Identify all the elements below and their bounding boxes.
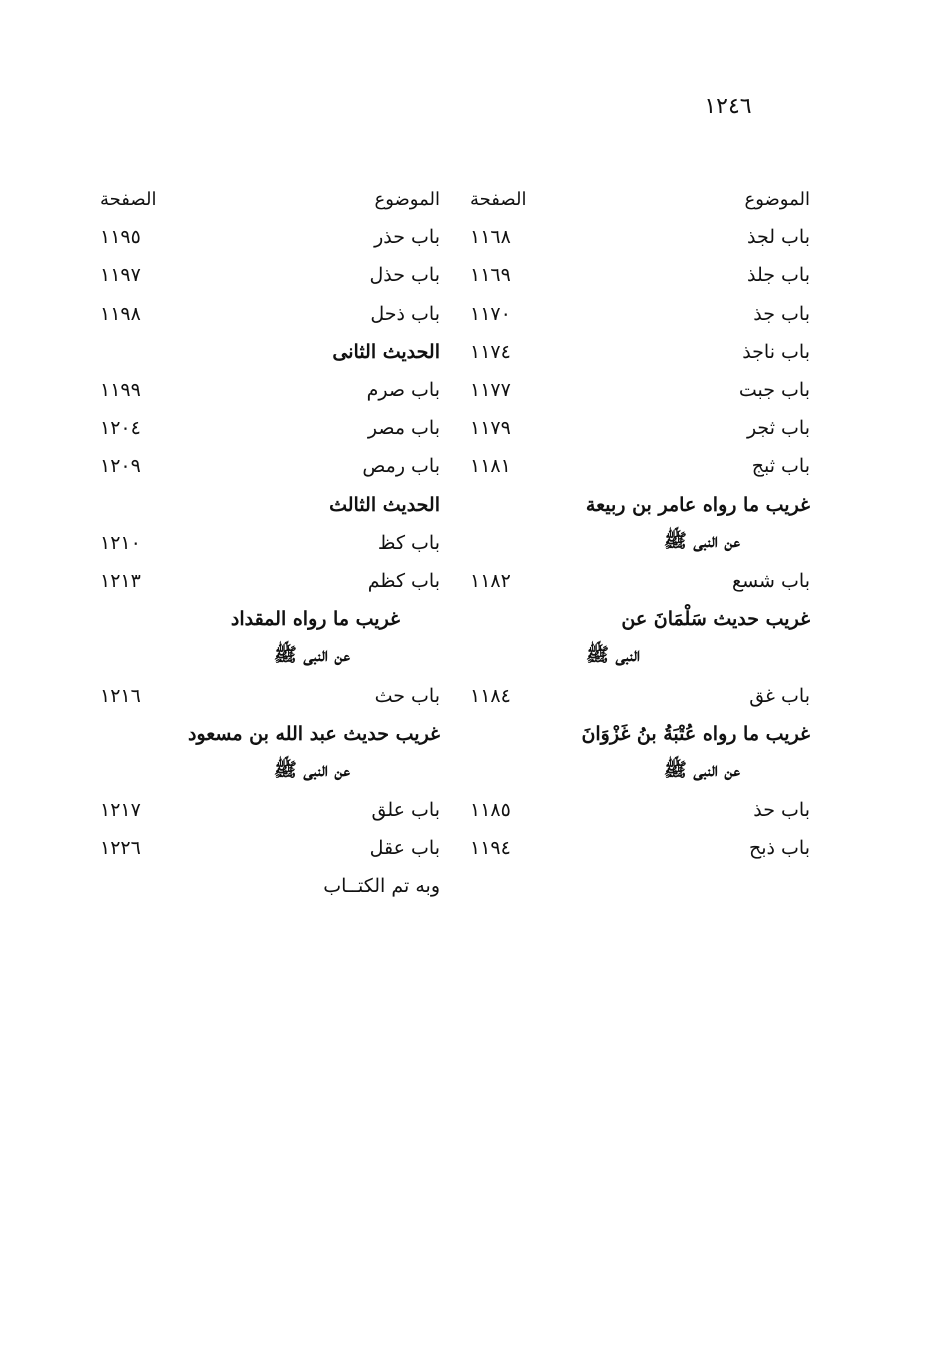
index-entry-topic: باب رمص: [362, 455, 440, 478]
index-entry-row: [470, 295, 810, 333]
index-entry-page: ١١٦٨: [470, 226, 511, 249]
index-entry-page: ١٢١٣: [100, 569, 141, 592]
index-entry-topic: وبه تم الكتــاب: [323, 875, 440, 898]
index-entry-row: [470, 409, 810, 447]
index-entry-row: [100, 333, 440, 371]
left-index-column: [100, 180, 440, 906]
index-entry-topic: باب حذ: [753, 799, 810, 822]
index-entry-page: ١٢٢٦: [100, 837, 141, 860]
topic-header: الموضوع: [744, 188, 810, 210]
index-entry-row: [470, 600, 810, 638]
index-entry-topic: باب ناجذ: [742, 340, 810, 363]
index-entry-page: ١١٧٧: [470, 379, 511, 402]
index-entry-page: ١١٧٤: [470, 340, 511, 363]
index-entry-row: [100, 409, 440, 447]
index-entry-row: [100, 295, 440, 333]
index-entry-topic: النبى ﷺ: [585, 644, 640, 667]
index-entry-topic: باب كظ: [377, 531, 440, 554]
index-entry-topic: باب غق: [749, 684, 810, 707]
index-entry-topic: باب مصر: [367, 417, 440, 440]
index-entry-page: ١١٧٩: [470, 417, 511, 440]
index-entry-row: [100, 600, 440, 638]
index-entry-topic: باب عقل: [369, 837, 440, 860]
page-header: الصفحة: [100, 188, 157, 210]
index-entry-topic: باب جبت: [738, 379, 810, 402]
index-entry-topic: عن النبى ﷺ: [663, 529, 740, 552]
index-entry-topic: باب كظم: [367, 569, 440, 592]
index-entry-row: [470, 371, 810, 409]
index-entry-row: [100, 256, 440, 294]
index-entry-topic: الحديث الثانى: [332, 340, 440, 363]
page-header: الصفحة: [470, 188, 527, 210]
index-entry-page: ١١٨٢: [470, 569, 511, 592]
index-entry-page: ١١٨٥: [470, 799, 511, 822]
index-entry-row: [100, 371, 440, 409]
index-entry-row: [100, 867, 440, 905]
right-index-column: [470, 180, 810, 867]
index-entry-topic: باب لجذ: [746, 226, 810, 249]
index-entry-topic: غريب ما رواه عُتْبَةُ بنُ غَزْوَانَ: [581, 722, 810, 745]
index-entry-row: [100, 524, 440, 562]
index-entry-topic: غريب حديث عبد الله بن مسعود: [187, 722, 440, 745]
index-entry-topic: غريب ما رواه المقداد: [230, 608, 400, 631]
index-entry-row: [100, 715, 440, 753]
index-entry-row: [470, 791, 810, 829]
index-entry-row: [470, 715, 810, 753]
index-entry-row: [100, 447, 440, 485]
index-entry-row: [100, 753, 440, 791]
index-entry-row: [470, 524, 810, 562]
index-entry-row: [470, 638, 810, 676]
index-entry-page: ١١٨٤: [470, 684, 511, 707]
index-entry-topic: عن النبى ﷺ: [273, 758, 350, 781]
index-entry-row: [470, 333, 810, 371]
index-entry-topic: عن النبى ﷺ: [273, 644, 350, 667]
index-entry-row: [100, 638, 440, 676]
index-entry-row: [470, 486, 810, 524]
index-entry-topic: غريب حديث سَلْمَانَ عن: [621, 608, 810, 631]
index-entry-topic: باب جذ: [753, 302, 810, 325]
index-entry-row: [100, 829, 440, 867]
index-entry-row: [470, 218, 810, 256]
index-entry-row: [100, 562, 440, 600]
index-entry-topic: باب حذر: [374, 226, 440, 249]
index-entry-page: ١١٩٩: [100, 379, 141, 402]
index-entry-topic: باب علق: [371, 799, 440, 822]
index-entry-topic: باب ذبح: [748, 837, 810, 860]
index-entry-row: [470, 829, 810, 867]
index-entry-topic: عن النبى ﷺ: [663, 758, 740, 781]
index-entry-row: [470, 447, 810, 485]
index-entry-topic: باب حث: [374, 684, 440, 707]
index-entry-page: ١١٩٨: [100, 302, 141, 325]
index-entry-topic: غريب ما رواه عامر بن ربيعة: [585, 493, 810, 516]
index-entry-page: ١١٧٠: [470, 302, 511, 325]
index-entry-page: ١١٩٤: [470, 837, 511, 860]
index-entry-row: [470, 676, 810, 714]
index-entry-page: ١٢٠٩: [100, 455, 141, 478]
index-entry-page: ١١٩٧: [100, 264, 141, 287]
index-entry-topic: باب ثجر: [746, 417, 810, 440]
index-entry-topic: باب ذحل: [370, 302, 440, 325]
index-entry-topic: الحديث الثالث: [329, 493, 440, 516]
index-entry-row: [470, 753, 810, 791]
column-header-row: [100, 180, 440, 218]
index-entry-row: [100, 218, 440, 256]
index-entry-row: [100, 486, 440, 524]
index-entry-topic: باب جلذ: [746, 264, 810, 287]
index-entry-page: ١٢١٦: [100, 684, 141, 707]
index-entry-row: [100, 676, 440, 714]
index-entry-page: ١٢١٧: [100, 799, 141, 822]
index-entry-topic: باب حذل: [369, 264, 440, 287]
index-entry-page: ١١٩٥: [100, 226, 141, 249]
topic-header: الموضوع: [374, 188, 440, 210]
index-entry-page: ١٢١٠: [100, 531, 141, 554]
column-header-row: [470, 180, 810, 218]
page-number: ١٢٤٦: [704, 94, 752, 119]
index-entry-topic: باب شسع: [732, 569, 810, 592]
index-entry-row: [470, 562, 810, 600]
index-entry-page: ١١٦٩: [470, 264, 511, 287]
index-entry-row: [100, 791, 440, 829]
index-entry-row: [470, 256, 810, 294]
index-entry-topic: باب صرم: [366, 379, 440, 402]
index-entry-page: ١١٨١: [470, 455, 511, 478]
index-entry-page: ١٢٠٤: [100, 417, 141, 440]
index-entry-topic: باب ثبج: [751, 455, 810, 478]
